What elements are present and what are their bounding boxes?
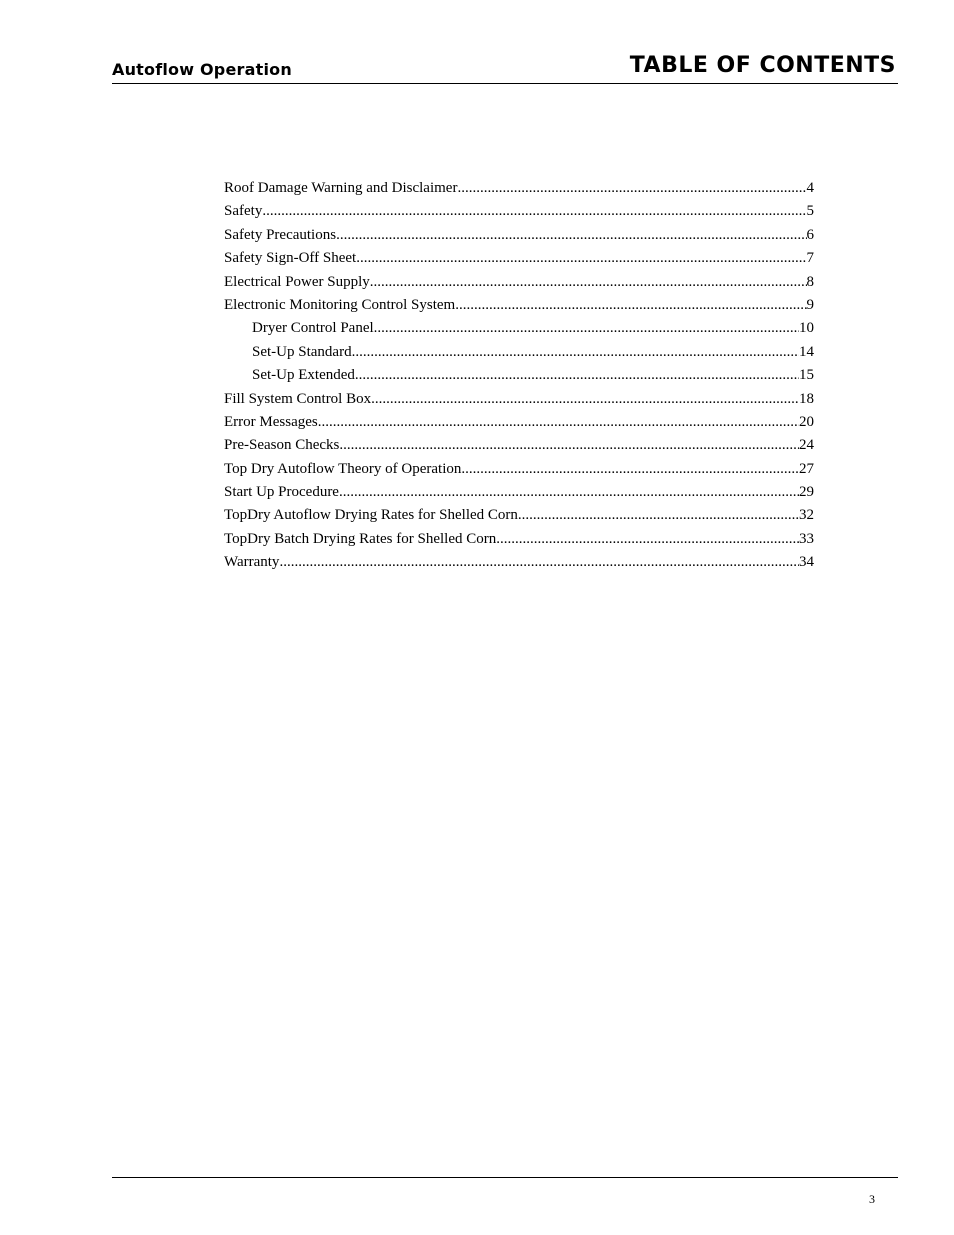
- toc-entry-title: Safety Sign-Off Sheet: [224, 250, 357, 267]
- toc-entry-page: 7: [806, 250, 814, 267]
- toc-entry-title: Pre-Season Checks: [224, 437, 340, 454]
- toc-entry[interactable]: [224, 504, 814, 527]
- toc-dot-leader: [356, 247, 806, 270]
- toc-dot-leader: [339, 481, 799, 504]
- toc-entry-title: TopDry Batch Drying Rates for Shelled Corn: [224, 530, 497, 547]
- toc-dot-leader: [518, 504, 799, 527]
- toc-entry-page: 18: [799, 390, 814, 407]
- header-divider: [112, 83, 898, 84]
- toc-entry-title: TopDry Autoflow Drying Rates for Shelled Corn: [224, 507, 518, 524]
- toc-dot-leader: [461, 458, 799, 481]
- toc-dot-leader: [370, 271, 807, 294]
- toc-entry[interactable]: [224, 294, 814, 317]
- toc-entry-page: 10: [799, 320, 814, 337]
- toc-entry[interactable]: [224, 434, 814, 457]
- toc-dot-leader: [279, 551, 799, 574]
- toc-dot-leader: [496, 528, 799, 551]
- toc-entry[interactable]: [224, 411, 814, 434]
- toc-entry-page: 9: [806, 296, 814, 313]
- table-of-contents: [224, 177, 814, 575]
- toc-entry-page: 8: [806, 273, 814, 290]
- toc-entry-page: 15: [799, 367, 814, 384]
- toc-entry-page: 32: [799, 507, 814, 524]
- toc-entry-title: Electronic Monitoring Control System: [224, 296, 456, 313]
- toc-entry[interactable]: [224, 177, 814, 200]
- toc-dot-leader: [355, 364, 799, 387]
- toc-entry[interactable]: [224, 528, 814, 551]
- toc-entry-title: Error Messages: [224, 413, 318, 430]
- toc-subentry[interactable]: [224, 364, 814, 387]
- toc-entry[interactable]: [224, 551, 814, 574]
- toc-entry-page: 33: [799, 530, 814, 547]
- toc-entry-title: Fill System Control Box: [224, 390, 372, 407]
- toc-entry-page: 29: [799, 484, 814, 501]
- toc-subentry[interactable]: [224, 317, 814, 340]
- toc-entry-page: 4: [806, 180, 814, 196]
- toc-entry-page: 14: [799, 343, 814, 360]
- toc-dot-leader: [336, 224, 806, 247]
- toc-entry-page: 34: [799, 554, 814, 571]
- toc-subentry[interactable]: [224, 341, 814, 364]
- toc-entry[interactable]: [224, 200, 814, 223]
- toc-entry-title: Top Dry Autoflow Theory of Operation: [224, 460, 462, 477]
- toc-entry[interactable]: [224, 247, 814, 270]
- toc-entry-title: Start Up Procedure: [224, 484, 339, 501]
- toc-entry[interactable]: [224, 458, 814, 481]
- toc-dot-leader: [339, 434, 799, 457]
- toc-dot-leader: [371, 388, 799, 411]
- toc-entry-title: Electrical Power Supply: [224, 273, 370, 290]
- toc-dot-leader: [455, 294, 806, 317]
- toc-entry[interactable]: [224, 481, 814, 504]
- toc-entry-title: Roof Damage Warning and Disclaimer: [224, 180, 458, 196]
- toc-entry-title: Warranty: [224, 554, 280, 571]
- toc-entry[interactable]: [224, 224, 814, 247]
- toc-entry-page: 20: [799, 413, 814, 430]
- toc-dot-leader: [457, 177, 806, 200]
- toc-entry-title: Set-Up Standard: [252, 343, 352, 360]
- toc-dot-leader: [352, 341, 799, 364]
- section-title: Autoflow Operation: [112, 60, 292, 79]
- toc-dot-leader: [318, 411, 799, 434]
- toc-entry-title: Set-Up Extended: [252, 367, 355, 384]
- page-title: TABLE OF CONTENTS: [629, 53, 896, 78]
- toc-entry-title: Safety: [224, 203, 263, 220]
- page-number: 3: [869, 1192, 875, 1206]
- toc-entry-page: 27: [799, 460, 814, 477]
- toc-dot-leader: [262, 200, 806, 223]
- toc-dot-leader: [374, 317, 799, 340]
- toc-entry-page: 5: [806, 203, 814, 220]
- toc-entry-page: 24: [799, 437, 814, 454]
- footer-divider: [112, 1177, 898, 1178]
- toc-entry[interactable]: [224, 271, 814, 294]
- toc-entry-title: Safety Precautions: [224, 226, 337, 243]
- toc-entry-title: Dryer Control Panel: [252, 320, 374, 337]
- toc-entry[interactable]: [224, 388, 814, 411]
- toc-entry-page: 6: [806, 226, 814, 243]
